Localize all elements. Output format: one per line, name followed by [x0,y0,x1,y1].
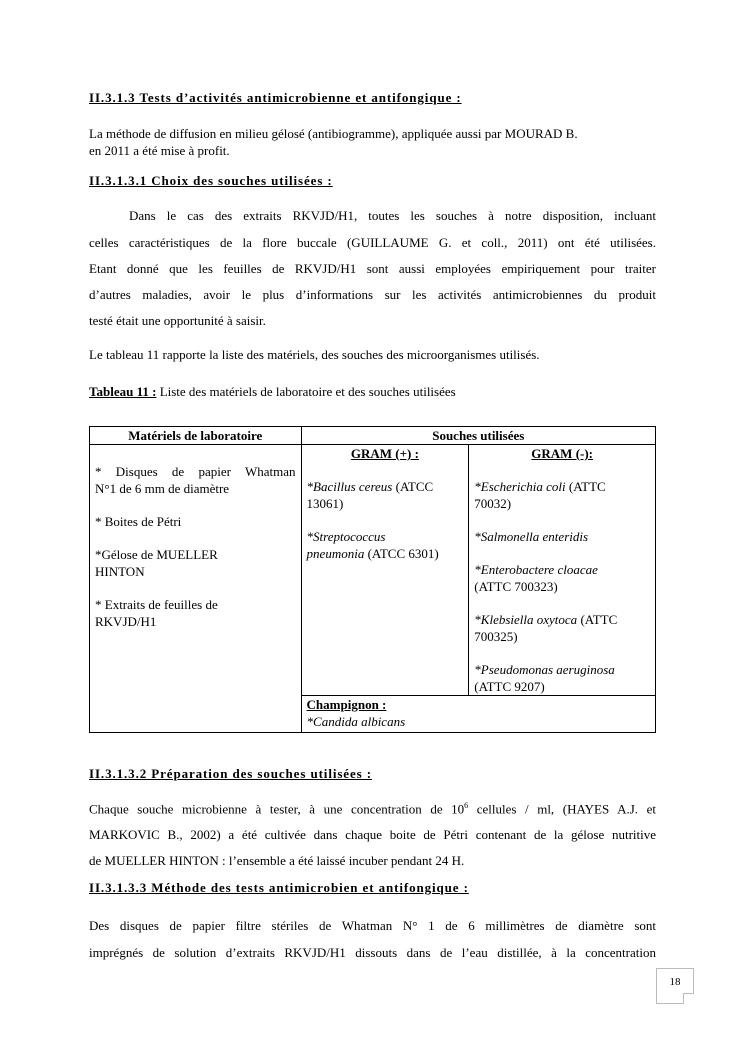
souche-salmonella: *Salmonella enteridis [474,529,589,544]
choix-line-2: celles caractéristiques de la flore buccale (GUILLAUME G. et coll., 2011) ont été utilisées. [89,235,656,250]
gram-negative-cell [469,445,656,696]
souche-streptococcus-line-2: pneumonia (ATCC 6301) [306,546,439,561]
section-heading-choix: II.3.1.3.1 Choix des souches utilisées : [89,173,333,188]
materials-table [89,426,656,733]
choix-line-4: d’autres maladies, avoir le plus d’informations sur les activités antimicrobiennes du produit [89,287,656,302]
materiels-cell [90,445,302,733]
page-number: 18 [656,968,694,1004]
materiel-extraits-line-1: * Extraits de feuilles de [95,597,218,612]
section-heading-methode: II.3.1.3.3 Méthode des tests antimicrobien et antifongique : [89,880,469,895]
choix-line-1: Dans le cas des extraits RKVJD/H1, toutes les souches à notre disposition, incluant [129,208,656,223]
choix-line-3: Etant donné que les feuilles de RKVJD/H1 sont aussi employées empiriquement pour traiter [89,261,656,276]
gram-positive-cell [301,445,469,696]
materiel-extraits-line-2: RKVJD/H1 [95,614,157,629]
souche-klebsiella-ref: 700325) [474,629,518,644]
souche-bacillus: *Bacillus cereus (ATCC [306,479,434,494]
section-heading-preparation: II.3.1.3.2 Préparation des souches utilisées : [89,766,372,781]
methode-line-2: imprégnés de solution d’extraits RKVJD/H1 dissouts dans de l’eau distillée, à la concentration [89,945,656,960]
souche-pseudomonas: *Pseudomonas aeruginosa [474,662,615,677]
materiel-gelose-line-2: HINTON [95,564,145,579]
table-caption-text: Liste des matériels de laboratoire et des souches utilisées [156,384,456,399]
table-caption [89,384,656,400]
souche-escherichia: *Escherichia coli (ATTC [474,479,606,494]
preparation-line-1: Chaque souche microbienne à tester, à une concentration de $10^6$ cellules / ml, (HAYES A.J. et [89,801,656,817]
preparation-line-3: de MUELLER HINTON : l’ensemble a été laissé incuber pendant 24 H. [89,853,465,868]
section-heading-tests: II.3.1.3 Tests d’activités antimicrobienne et antifongique : [89,90,462,105]
header-materiels: Matériels de laboratoire [90,427,302,445]
gram-positive-label: GRAM (+) : [350,446,419,461]
methode-line-1: Des disques de papier filtre stériles de Whatman N° 1 de 6 millimètres de diamètre sont [89,918,656,933]
souche-enterobacter: *Enterobactere cloacae [474,562,598,577]
souche-streptococcus: *Streptococcus [306,529,386,544]
choix-line-5: testé était une opportunité à saisir. [89,313,266,328]
table-caption-label: Tableau 11 : [89,384,157,399]
materiel-disques-line-2: N°1 de 6 mm de diamètre [95,481,230,496]
souche-candida: *Candida albicans [306,714,406,729]
materiel-gelose-line-1: *Gélose de MUELLER [95,547,218,562]
souche-escherichia-ref: 70032) [474,496,512,511]
champignon-label: Champignon : [306,697,387,712]
champignon-cell [301,696,655,733]
souche-pseudomonas-ref: (ATTC 9207) [474,679,545,694]
souche-enterobacter-ref: (ATTC 700323) [474,579,558,594]
preparation-line-2: MARKOVIC B., 2002) a été cultivée dans chaque boite de Pétri contenant de la gélose nutritive [89,827,656,842]
souche-klebsiella: *Klebsiella oxytoca (ATTC [474,612,618,627]
intro-line-2: en 2011 a été mise à profit. [89,143,230,158]
materiel-boites: * Boites de Pétri [95,514,182,529]
souche-bacillus-ref: 13061) [306,496,344,511]
materiel-disques-line-1: * Disques de papier Whatman [95,464,296,479]
gram-negative-label: GRAM (-): [531,446,594,461]
header-souches: Souches utilisées [301,427,655,445]
intro-line-1: La méthode de diffusion en milieu gélosé (antibiogramme), appliquée aussi par MOURAD B. [89,126,578,141]
tableau-intro: Le tableau 11 rapporte la liste des matériels, des souches des microorganismes utilisés. [89,347,540,362]
